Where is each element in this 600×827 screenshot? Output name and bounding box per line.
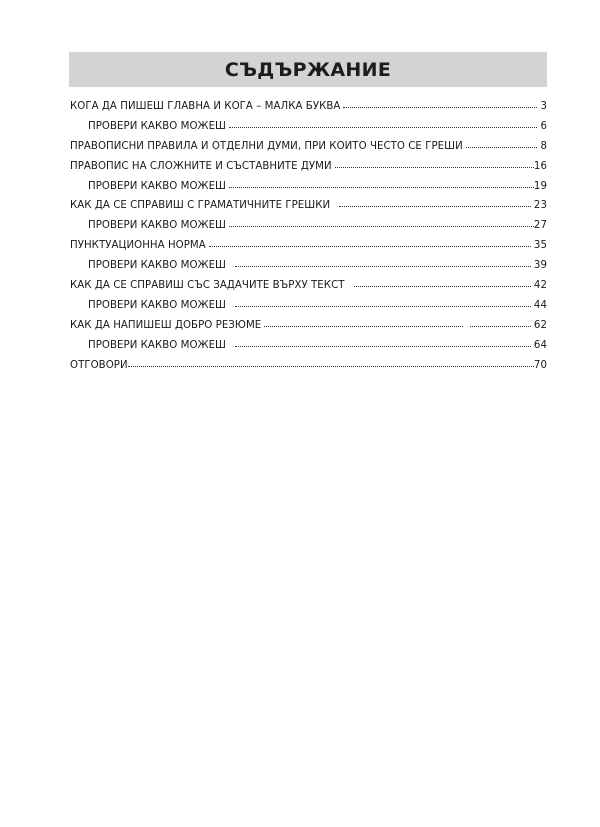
- toc-entry[interactable]: [70, 336, 547, 356]
- toc-entry-page: 64: [533, 339, 547, 351]
- dot-leader: [229, 119, 537, 129]
- toc-entry-page: 6: [540, 120, 547, 132]
- toc-entry[interactable]: [70, 256, 547, 276]
- toc-entry[interactable]: [70, 137, 547, 157]
- toc-entry-label: КАК ДА НАПИШЕШ ДОБРО РЕЗЮМЕ: [70, 319, 262, 331]
- toc-entry-label: КАК ДА СЕ СПРАВИШ СЪС ЗАДАЧИТЕ ВЪРХУ ТЕКСТ: [70, 280, 345, 292]
- toc-entry-label: ПРОВЕРИ КАКВО МОЖЕШ: [88, 180, 226, 192]
- page-title: СЪДЪРЖАНИЕ: [224, 58, 392, 81]
- dot-leader: [343, 99, 537, 109]
- toc-entry[interactable]: [70, 316, 547, 336]
- toc-entry-label: ПУНКТУАЦИОННА НОРМА: [70, 240, 206, 252]
- toc-entry[interactable]: [70, 97, 547, 117]
- toc-entry-page: 44: [533, 299, 547, 311]
- dot-leader: [235, 258, 531, 268]
- toc-entry[interactable]: [70, 216, 547, 236]
- dot-leader: [264, 318, 531, 328]
- toc-entry[interactable]: [70, 296, 547, 316]
- dot-leader: [229, 179, 534, 189]
- toc-entry-label: ПРОВЕРИ КАКВО МОЖЕШ: [88, 120, 226, 132]
- title-bar: [69, 52, 547, 87]
- toc-entry[interactable]: [70, 236, 547, 256]
- toc-entry-label: КАК ДА СЕ СПРАВИШ С ГРАМАТИЧНИТЕ ГРЕШКИ: [70, 200, 331, 212]
- toc-entry-page: 39: [533, 260, 547, 272]
- toc-entry-page: 42: [533, 280, 547, 292]
- dot-leader: [229, 218, 534, 228]
- toc-entry-page: 19: [533, 180, 547, 192]
- toc-entry-page: 27: [533, 220, 547, 232]
- toc-entry-page: 62: [533, 319, 547, 331]
- toc-entry[interactable]: [70, 157, 547, 177]
- toc-entry[interactable]: [70, 117, 547, 137]
- toc-entry-label: КОГА ДА ПИШЕШ ГЛАВНА И КОГА – МАЛКА БУКВА: [70, 101, 341, 112]
- dot-leader: [128, 358, 534, 368]
- toc-entry-label: ОТГОВОРИ: [70, 359, 128, 371]
- toc-entry-page: 23: [533, 200, 547, 212]
- toc-entry-page: 8: [540, 140, 547, 152]
- toc-entry-page: 70: [533, 359, 547, 371]
- toc-entry-page: 16: [533, 160, 547, 172]
- table-of-contents: [70, 97, 547, 375]
- toc-entry[interactable]: [70, 177, 547, 197]
- toc-entry-label: ПРАВОПИСНИ ПРАВИЛА И ОТДЕЛНИ ДУМИ, ПРИ КОИТО ЧЕСТО СЕ ГРЕШИ: [70, 140, 463, 152]
- dot-leader: [235, 298, 531, 308]
- toc-entry-label: ПРОВЕРИ КАКВО МОЖЕШ: [88, 299, 226, 311]
- dot-leader: [235, 338, 531, 348]
- toc-entry-label: ПРОВЕРИ КАКВО МОЖЕШ: [88, 339, 226, 351]
- toc-entry[interactable]: [70, 196, 547, 216]
- toc-entry[interactable]: [70, 276, 547, 296]
- toc-entry[interactable]: [70, 356, 547, 376]
- toc-entry-label: ПРАВОПИС НА СЛОЖНИТЕ И СЪСТАВНИТЕ ДУМИ: [70, 160, 332, 172]
- toc-entry-label: ПРОВЕРИ КАКВО МОЖЕШ: [88, 220, 226, 232]
- toc-entry-label: ПРОВЕРИ КАКВО МОЖЕШ: [88, 260, 226, 272]
- dot-leader: [466, 139, 538, 149]
- toc-entry-page: 35: [533, 240, 547, 252]
- dot-leader: [339, 198, 531, 208]
- dot-leader: [335, 159, 534, 169]
- dot-leader: [209, 238, 531, 248]
- toc-entry-page: 3: [540, 101, 547, 112]
- dot-leader: [354, 278, 531, 288]
